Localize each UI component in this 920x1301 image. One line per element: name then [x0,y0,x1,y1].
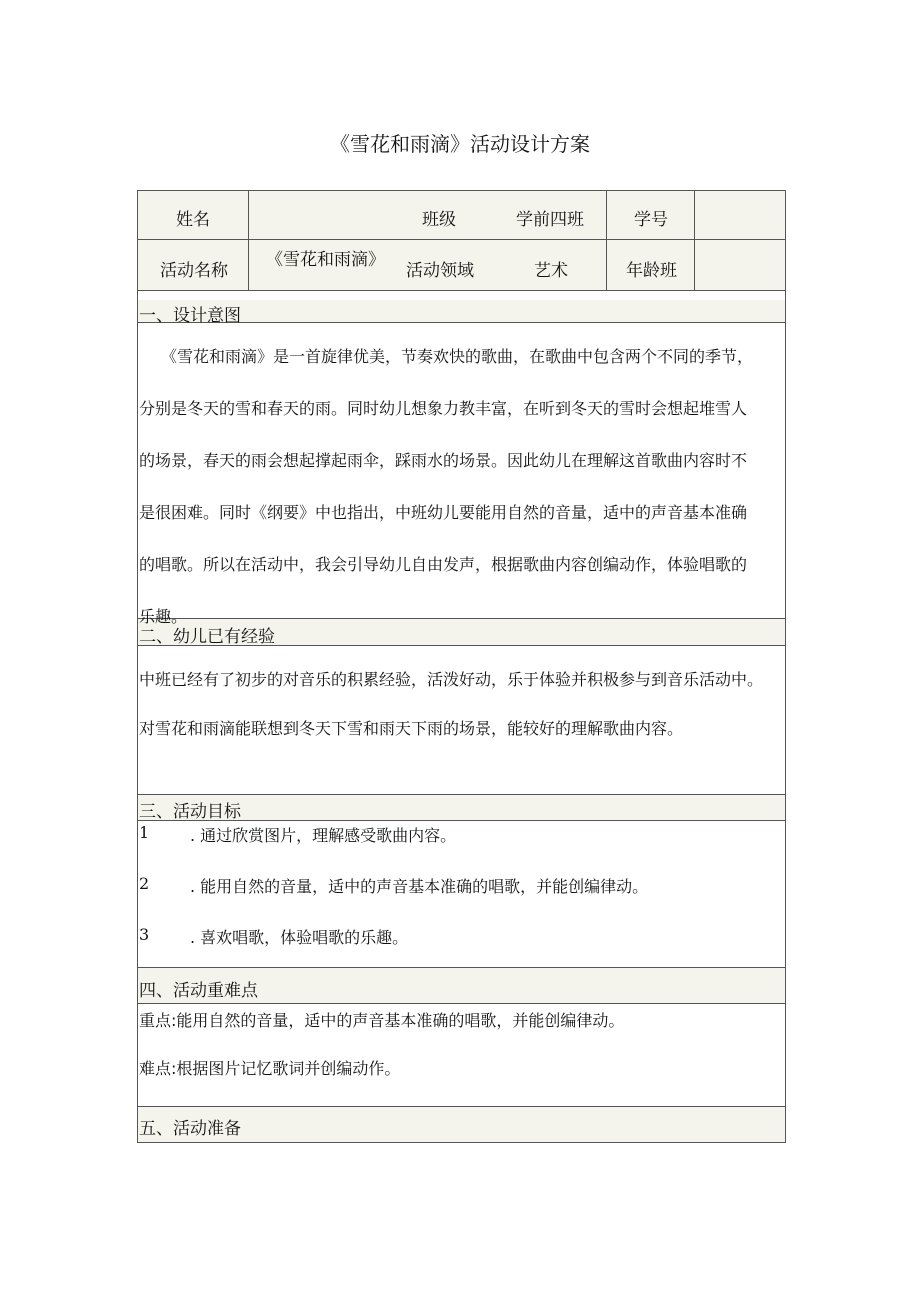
goal-text: . 能用自然的音量，适中的声音基本准确的唱歌，并能创编律动。 [190,877,649,896]
goal-number: 3 [139,925,150,944]
paragraph-line: 乐趣。 [139,607,188,626]
section-1-body [139,331,785,643]
page-title: 《雪花和雨滴》活动设计方案 [330,132,590,156]
goal-number: 1 [139,823,150,842]
row-divider [137,1003,786,1004]
paragraph-line: 分别是冬天的雪和春天的雨。同时幼儿想象力教丰富，在听到冬天的雪时会想起堆雪人 [139,399,748,418]
experience-line: 对雪花和雨滴能联想到冬天下雪和雨天下雨的场景，能较好的理解歌曲内容。 [139,719,684,738]
activity-name-value: 《雪花和雨滴》 [266,250,385,270]
paragraph-line: 的唱歌。所以在活动中，我会引导幼儿自由发声，根据歌曲内容创编动作，体验唱歌的 [139,555,748,574]
class-value: 学前四班 [516,210,584,230]
domain-value: 艺术 [534,261,568,281]
difficult-point: 难点:根据图片记忆歌词并创编动作。 [139,1059,401,1078]
paragraph-line: 是很困难。同时《纲要》中也指出，中班幼儿要能用自然的音量，适中的声音基本准确 [139,503,748,522]
paragraph-line: 《雪花和雨滴》是一首旋律优美，节奏欢快的歌曲，在歌曲中包含两个不同的季节， [161,347,754,366]
column-divider [694,190,695,290]
goal-text: . 喜欢唱歌，体验唱歌的乐趣。 [190,928,409,947]
row-divider [137,239,786,240]
column-divider [248,190,249,290]
name-label: 姓名 [176,210,210,230]
section-4-heading: 四、活动重难点 [139,981,258,1001]
row-divider [137,1106,786,1107]
section-5-heading: 五、活动准备 [139,1119,241,1139]
row-divider [137,290,786,291]
activity-name-label: 活动名称 [160,261,228,281]
student-id-label: 学号 [634,210,668,230]
experience-line: 中班已经有了初步的对音乐的积累经验，活泼好动，乐于体验并积极参与到音乐活动中。 [139,670,764,689]
section-3-heading: 三、活动目标 [139,802,241,822]
domain-label: 活动领域 [406,261,474,281]
row-divider [137,794,786,795]
paragraph-line: 的场景，春天的雨会想起撑起雨伞，踩雨水的场景。因此幼儿在理解这首歌曲内容时不 [139,451,748,470]
column-divider [606,190,607,290]
goal-text: . 通过欣赏图片，理解感受歌曲内容。 [190,826,457,845]
section-1-heading: 一、设计意图 [139,306,241,326]
age-class-label: 年龄班 [626,261,677,281]
key-point: 重点:能用自然的音量，适中的声音基本准确的唱歌，并能创编律动。 [139,1011,625,1030]
row-divider [137,967,786,968]
class-label: 班级 [422,210,456,230]
goal-number: 2 [139,874,150,893]
section-2-heading: 二、幼儿已有经验 [139,627,275,647]
